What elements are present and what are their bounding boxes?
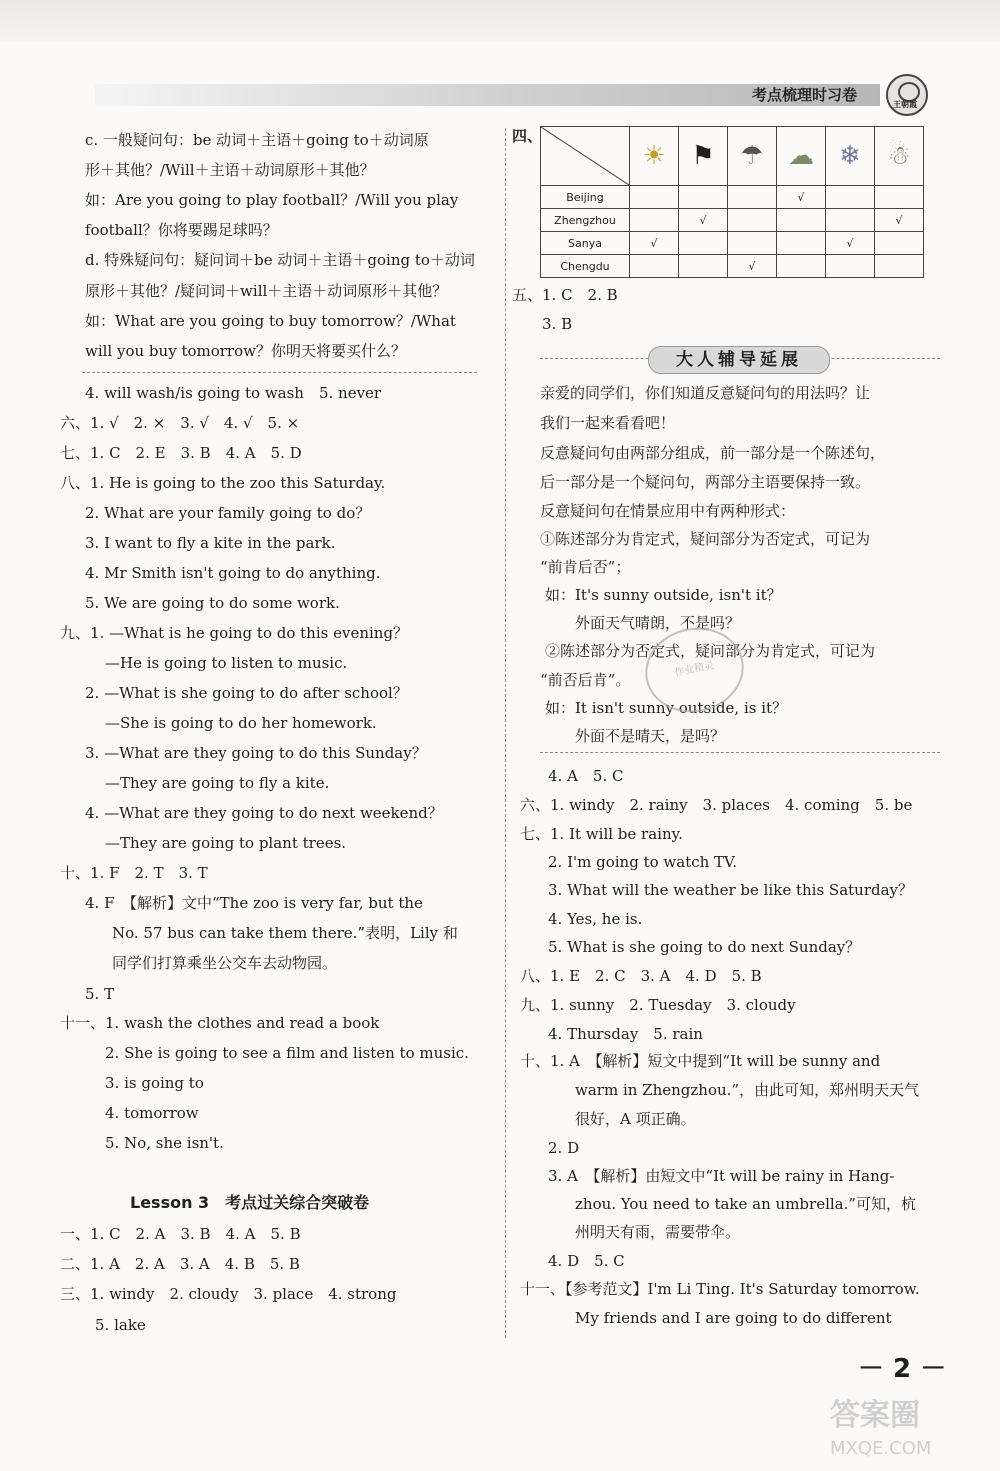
site-watermark: 答案圈 <box>830 1398 920 1433</box>
page-number: － 2 － <box>858 1354 947 1384</box>
site-watermark-url: MXQE.COM <box>830 1438 932 1459</box>
mark-cell: √ <box>875 209 924 232</box>
mark-cell <box>630 255 679 278</box>
mark-cell <box>777 209 826 232</box>
text-line: 反意疑问句由两部分组成，前一部分是一个陈述句， <box>540 444 886 462</box>
text-line: 同学们打算乘坐公交车去动物园。 <box>112 954 338 972</box>
text-line: 3. A 【解析】由短文中“It will be rainy in Hang- <box>548 1167 895 1185</box>
text-line: 2. What are your family going to do？ <box>85 504 371 522</box>
mark-cell: √ <box>630 232 679 255</box>
text-line: will you buy tomorrow？你明天将要买什么？ <box>85 342 406 360</box>
text-line: 七、1. C 2. E 3. B 4. A 5. D <box>60 444 302 462</box>
text-line: 后一部分是一个疑问句，两部分主语要保持一致。 <box>540 473 871 491</box>
text-line: “前肯后否”； <box>540 558 631 576</box>
text-line: 3. What will the weather be like this Saturday？ <box>548 881 914 899</box>
mark-cell <box>875 186 924 209</box>
dashed-rule <box>540 752 940 753</box>
weather-table <box>540 126 924 278</box>
table-row <box>541 255 924 278</box>
mark-cell <box>777 255 826 278</box>
mark-cell <box>875 232 924 255</box>
text-line: 如：Are you going to play football？/Will you play <box>85 191 459 209</box>
text-line: football？你将要踢足球吗？ <box>85 221 278 239</box>
text-line: 4. D 5. C <box>548 1252 625 1270</box>
cold-icon: ☃ <box>875 127 924 186</box>
text-line: 十、1. A 【解析】短文中提到“It will be sunny and <box>520 1052 881 1070</box>
mark-cell <box>679 186 728 209</box>
sunny-icon: ☀ <box>630 127 679 186</box>
section-heading: Lesson 3 考点过关综合突破卷 <box>130 1193 370 1212</box>
mark-cell <box>728 209 777 232</box>
mark-cell <box>679 255 728 278</box>
text-line: 4. A 5. C <box>548 767 624 785</box>
text-line: My friends and I are going to do different <box>575 1309 892 1327</box>
stamp-text: 作业精灵 <box>673 659 716 680</box>
dashed-rule <box>82 372 477 373</box>
text-line: 2. D <box>548 1139 580 1157</box>
text-line: 十、1. F 2. T 3. T <box>60 864 208 882</box>
text-line: 原形＋其他？/疑问词＋will＋主语＋动词原形＋其他？ <box>85 282 448 300</box>
text-line: 3. I want to fly a kite in the park. <box>85 534 336 552</box>
mark-cell <box>630 209 679 232</box>
header-title: 考点梳理时习卷 <box>752 86 858 104</box>
city-name: Chengdu <box>541 255 630 278</box>
mark-cell <box>875 255 924 278</box>
text-line: ②陈述部分为否定式，疑问部分为肯定式，可记为 <box>545 642 876 660</box>
table-label: 四、 <box>512 127 543 145</box>
text-line: 形＋其他？/Will＋主语＋动词原形＋其他？ <box>85 161 375 179</box>
scan-top-band <box>0 0 1000 42</box>
mark-cell <box>777 232 826 255</box>
text-line: 4. —What are they going to do next weekend？ <box>85 804 443 822</box>
text-line: 4. Thursday 5. rain <box>548 1025 703 1043</box>
text-line: 八、1. E 2. C 3. A 4. D 5. B <box>520 967 762 985</box>
table-row <box>541 232 924 255</box>
rainy-icon: ☂ <box>728 127 777 186</box>
text-line: 八、1. He is going to the zoo this Saturday. <box>60 474 386 492</box>
text-line: warm in Zhengzhou.”，由此可知，郑州明天天气 <box>575 1081 920 1099</box>
text-line: 5. lake <box>95 1316 146 1334</box>
logo-text: 王朝霞 <box>893 100 917 109</box>
text-line: 反意疑问句在情景应用中有两种形式： <box>540 502 796 520</box>
mark-cell <box>679 232 728 255</box>
text-line: 二、1. A 2. A 3. A 4. B 5. B <box>60 1255 300 1273</box>
mark-cell <box>728 186 777 209</box>
text-line: 五、1. C 2. B <box>512 286 618 304</box>
text-line: —He is going to listen to music. <box>105 654 348 672</box>
brand-logo <box>886 74 928 116</box>
text-line: 5. T <box>85 985 115 1003</box>
snowy-icon: ❄ <box>826 127 875 186</box>
cloudy-icon: ☁ <box>777 127 826 186</box>
text-line: 六、1. windy 2. rainy 3. places 4. coming 5. be <box>520 796 913 814</box>
text-line: 一、1. C 2. A 3. B 4. A 5. B <box>60 1225 301 1243</box>
city-name: Zhengzhou <box>541 209 630 232</box>
text-line: 亲爱的同学们，你们知道反意疑问句的用法吗？让 <box>540 384 871 402</box>
mark-cell <box>728 232 777 255</box>
text-line: 九、1. sunny 2. Tuesday 3. cloudy <box>520 996 796 1014</box>
text-line: 2. —What is she going to do after school？ <box>85 684 408 702</box>
text-line: 六、1. √ 2. × 3. √ 4. √ 5. × <box>60 414 300 432</box>
mark-cell: √ <box>777 186 826 209</box>
mark-cell: √ <box>826 232 875 255</box>
table-corner <box>541 127 630 186</box>
text-line: 外面天气晴朗，不是吗？ <box>575 614 741 632</box>
text-line: 如：What are you going to buy tomorrow？/What <box>85 312 456 330</box>
text-line: 十一、1. wash the clothes and read a book <box>60 1014 380 1032</box>
text-line: —They are going to fly a kite. <box>105 774 330 792</box>
mark-cell <box>826 255 875 278</box>
text-line: 4. Mr Smith isn't going to do anything. <box>85 564 381 582</box>
text-line: 2. I'm going to watch TV. <box>548 853 738 871</box>
text-line: 5. No, she isn't. <box>105 1134 224 1152</box>
text-line: 很好，A 项正确。 <box>575 1110 696 1128</box>
mark-cell <box>826 186 875 209</box>
table-row <box>541 209 924 232</box>
mark-cell <box>826 209 875 232</box>
text-line: 3. is going to <box>105 1074 204 1092</box>
text-line: d. 特殊疑问句：疑问词＋be 动词＋主语＋going to＋动词 <box>85 251 475 269</box>
text-line: “前否后肯”。 <box>540 671 631 689</box>
mark-cell <box>630 186 679 209</box>
windy-icon: ⚑ <box>679 127 728 186</box>
mark-cell: √ <box>728 255 777 278</box>
text-line: 2. She is going to see a film and listen to music. <box>105 1044 469 1062</box>
column-divider <box>505 128 506 1338</box>
text-line: 3. B <box>542 315 573 333</box>
text-line: 4. will wash/is going to wash 5. never <box>85 384 382 402</box>
text-line: 十一、【参考范文】I'm Li Ting. It's Saturday tomorrow. <box>520 1280 920 1298</box>
text-line: 我们一起来看看吧！ <box>540 414 676 432</box>
city-name: Beijing <box>541 186 630 209</box>
text-line: 4. F 【解析】文中“The zoo is very far, but the <box>85 894 423 912</box>
text-line: 5. We are going to do some work. <box>85 594 340 612</box>
section-banner: 大人辅导延展 <box>648 346 830 374</box>
text-line: 4. tomorrow <box>105 1104 199 1122</box>
text-line: 外面不是晴天，是吗？ <box>575 727 726 745</box>
text-line: 如：It isn't sunny outside, is it？ <box>545 699 788 717</box>
text-line: 九、1. —What is he going to do this evening？ <box>60 624 409 642</box>
text-line: 3. —What are they going to do this Sunday？ <box>85 744 427 762</box>
text-line: 如：It's sunny outside, isn't it？ <box>545 586 782 604</box>
table-row <box>541 186 924 209</box>
text-line: ①陈述部分为肯定式，疑问部分为否定式，可记为 <box>540 530 871 548</box>
city-name: Sanya <box>541 232 630 255</box>
text-line: —She is going to do her homework. <box>105 714 377 732</box>
text-line: zhou. You need to take an umbrella.”可知，杭 <box>575 1195 917 1213</box>
text-line: 5. What is she going to do next Sunday？ <box>548 938 861 956</box>
text-line: No. 57 bus can take them there.”表明，Lily 和 <box>112 924 458 942</box>
text-line: 4. Yes, he is. <box>548 910 643 928</box>
text-line: 七、1. It will be rainy. <box>520 825 683 843</box>
text-line: c. 一般疑问句：be 动词＋主语＋going to＋动词原 <box>85 131 429 149</box>
text-line: —They are going to plant trees. <box>105 834 347 852</box>
text-line: 州明天有雨，需要带伞。 <box>575 1223 741 1241</box>
text-line: 三、1. windy 2. cloudy 3. place 4. strong <box>60 1285 397 1303</box>
mark-cell: √ <box>679 209 728 232</box>
